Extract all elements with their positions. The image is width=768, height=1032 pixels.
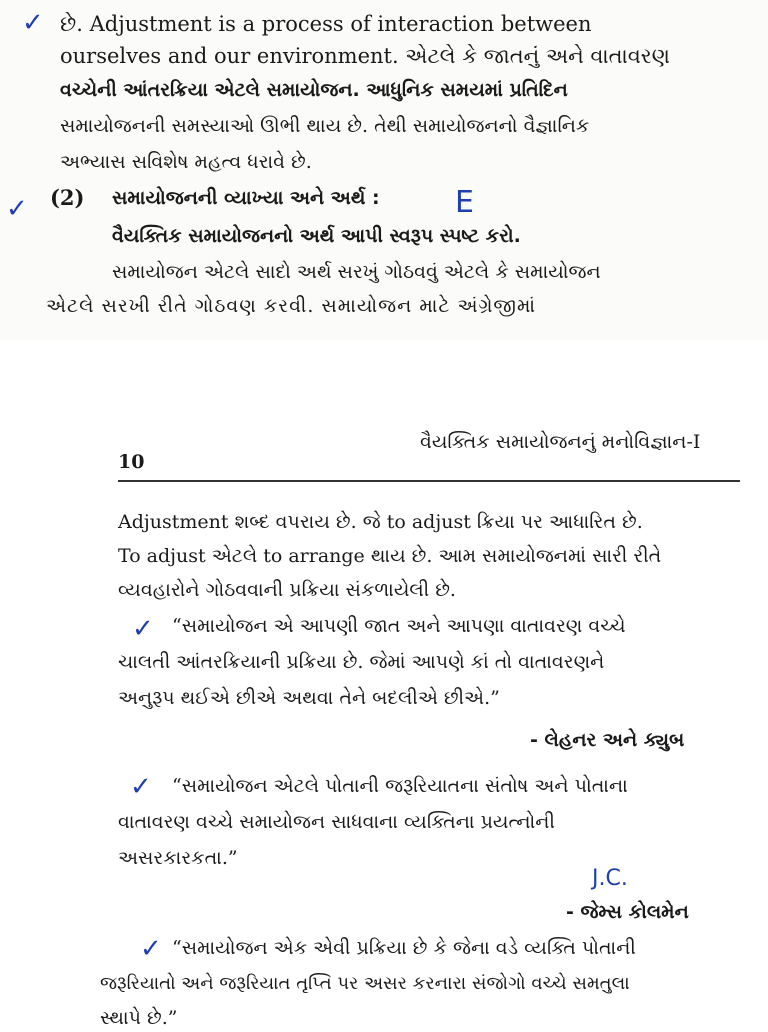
- tick-mark: ✓: [132, 614, 154, 644]
- page-number: 10: [118, 451, 145, 473]
- text-line: વ્યવહારોને ગોઠવવાની પ્રક્રિયા સંકળાયેલી છે.: [118, 579, 456, 601]
- section-title: સમાયોજનની વ્યાખ્યા અને અર્થ :: [112, 187, 380, 209]
- text-line: વચ્ચેની આંતરક્રિયા એટલે સમાયોજન. આધુનિક સમયમાં પ્રતિદિન: [60, 79, 568, 101]
- quote-line: અસરકારકતા.”: [118, 847, 238, 869]
- section-number: (2): [50, 185, 85, 210]
- text-line: અભ્યાસ સવિશેષ મહત્વ ધરાવે છે.: [60, 151, 312, 173]
- quote-line: સ્થાપે છે.”: [100, 1007, 178, 1029]
- handwritten-e-mark: E: [455, 185, 474, 220]
- quote-line: વાતાવરણ વચ્ચે સમાયોજન સાધવાના વ્યક્તિના પ્રયત્નોની: [118, 811, 555, 833]
- text-line: એટલે સરખી રીતે ગોઠવણ કરવી. સમાયોજન માટે અંગ્રેજીમાં: [46, 295, 537, 317]
- tick-mark: ✓: [22, 8, 44, 38]
- quote-line: અનુરૂપ થઈએ છીએ અથવા તેને બદલીએ છીએ.”: [118, 687, 500, 709]
- quote-line: “સમાયોજન એક એવી પ્રક્રિયા છે કે જેના વડે વ્યક્તિ પોતાની: [172, 937, 636, 959]
- text-line: Adjustment શબ્દ વપરાય છે. જે to adjust ક્રિયા પર આધારિત છે.: [118, 511, 643, 533]
- quote-line: ચાલતી આંતરક્રિયાની પ્રક્રિયા છે. જેમાં આપણે કાં તો વાતાવરણને: [118, 651, 605, 673]
- tick-mark: ✓: [6, 194, 28, 224]
- running-title: વૈયક્તિક સમાયોજનનું મનોવિજ્ઞાન-I: [420, 431, 701, 453]
- quote-line: “સમાયોજન એ આપણી જાત અને આપણા વાતાવરણ વચ્ચે: [172, 615, 626, 637]
- text-line: સમાયોજન એટલે સાદો અર્થ સરખું ગોઠવવું એટલે કે સમાયોજન: [112, 261, 601, 283]
- text-line: ourselves and our environment. એટલે કે જાતનું અને વાતાવરણ: [60, 44, 670, 68]
- quote-author: - લેહનર અને ક્યુબ: [530, 729, 685, 751]
- text-line: To adjust એટલે to arrange થાય છે. આમ સમાયોજનમાં સારી રીતે: [118, 545, 662, 567]
- text-line: છે. Adjustment is a process of interaction between: [60, 12, 592, 36]
- text-line: સમાયોજનની સમસ્યાઓ ઊભી થાય છે. તેથી સમાયોજનનો વૈજ્ઞાનિક: [60, 115, 590, 137]
- quote-author: - જેમ્સ કોલમેન: [566, 901, 689, 923]
- handwritten-jc-mark: J.C.: [592, 866, 628, 891]
- tick-mark: ✓: [130, 772, 152, 802]
- quote-line: જરૂરિયાતો અને જરૂરિયાત તૃપ્તિ પર અસર કરનારા સંજોગો વચ્ચે સમતુલા: [100, 973, 630, 994]
- header-rule: [118, 480, 740, 482]
- quote-line: “સમાયોજન એટલે પોતાની જરૂરિયાતના સંતોષ અને પોતાના: [172, 775, 628, 797]
- question-text: વૈયક્તિક સમાયોજનનો અર્થ આપી સ્વરૂપ સ્પષ્ટ કરો.: [112, 225, 521, 247]
- tick-mark: ✓: [140, 934, 162, 964]
